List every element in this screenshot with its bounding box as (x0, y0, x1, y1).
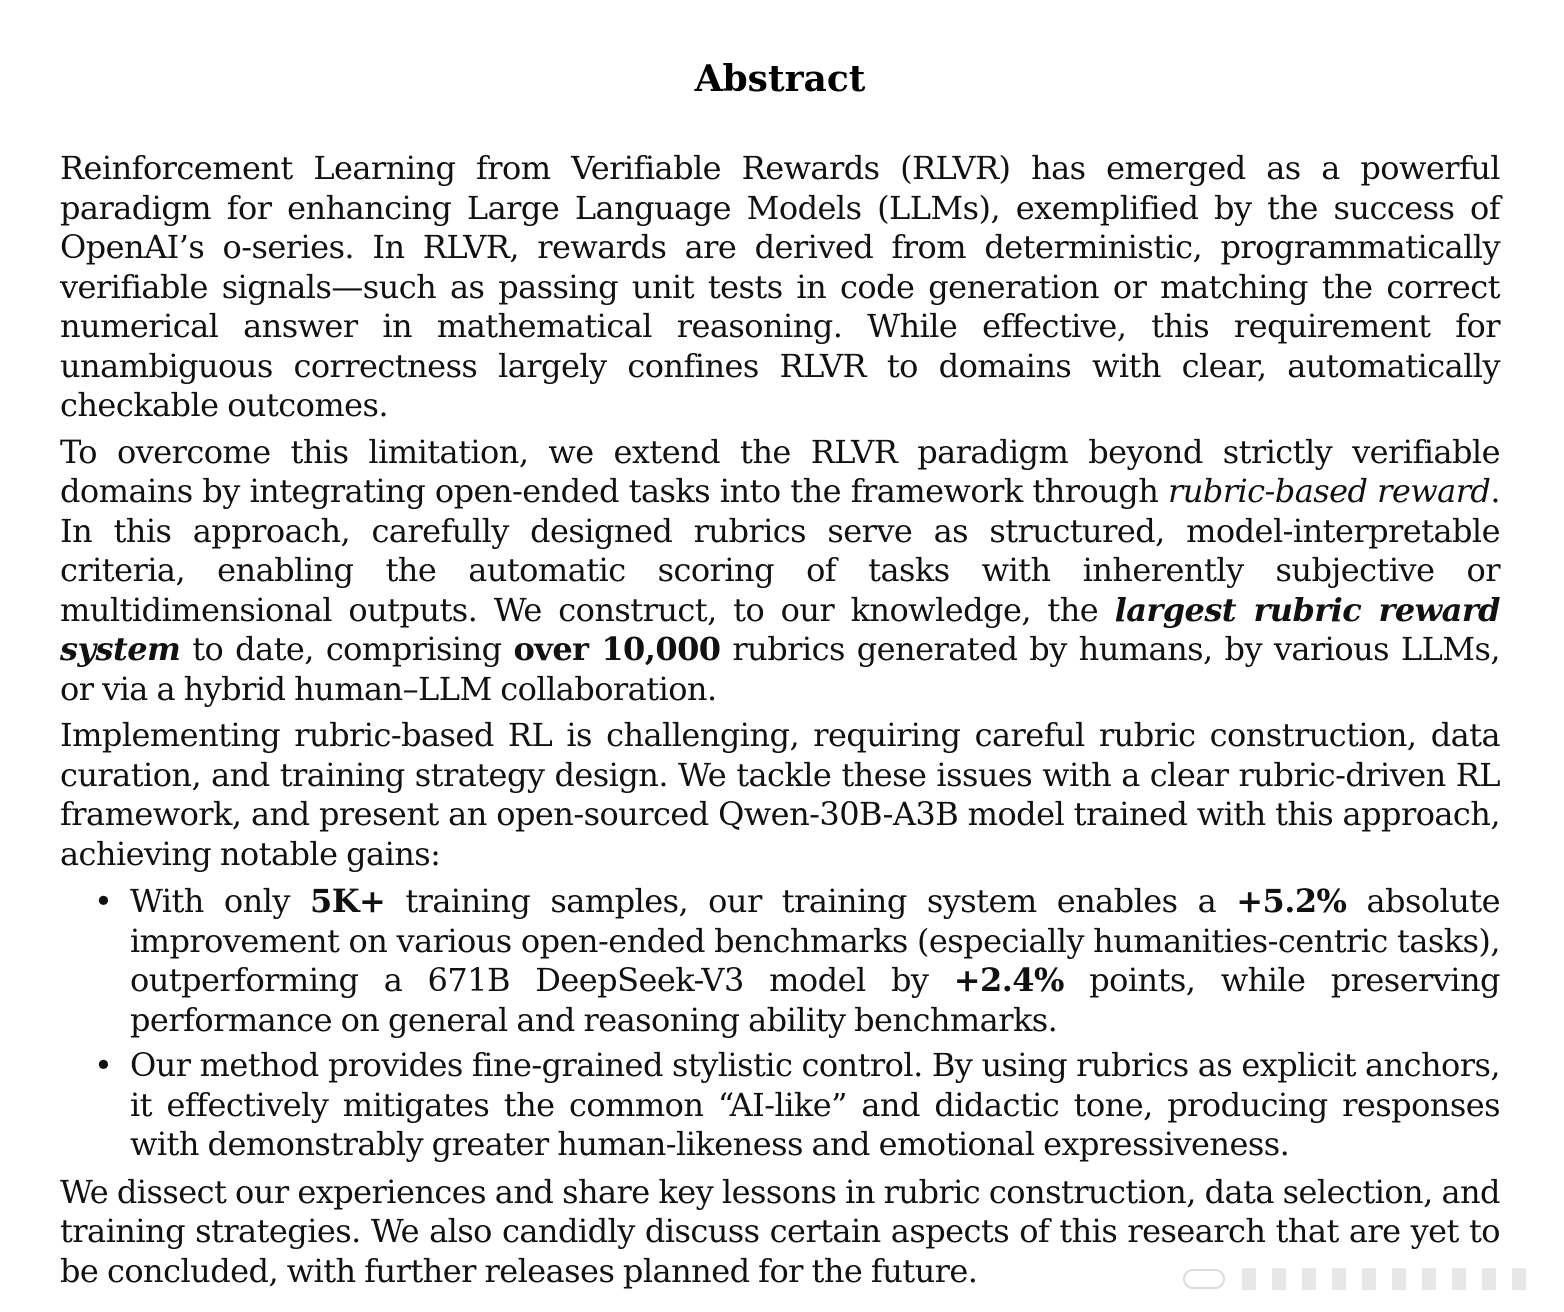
emphasis-5-2-percent: +5.2% (1236, 882, 1347, 920)
bullet-icon: • (94, 882, 113, 920)
emphasis-rubric-based-reward: rubric-based reward (1168, 472, 1491, 510)
emphasis-over-10000: over 10,000 (513, 630, 721, 668)
text-segment: points, while preserving performance on general and reasoning ability benchmarks. (130, 961, 1500, 1039)
gains-list (60, 882, 1500, 1165)
emphasis-2-4-percent: +2.4% (953, 961, 1064, 999)
paragraph-implementation: Implementing rubric-based RL is challenging, requiring careful rubric construction, data curation, and training strategy design. We tackle these issues with a clear rubric-driven RL framework, and present an open-sourced Qwen-30B-A3B model trained with this approach, achieving notable gains: (60, 716, 1500, 873)
abstract-title: Abstract (694, 58, 866, 100)
text-segment: rubrics generated by humans, by various LLMs, or via a hybrid human–LLM collaboration. (60, 630, 1501, 708)
text-segment: training samples, our training system enables a (385, 882, 1237, 920)
list-item (94, 1046, 1500, 1165)
text-segment: to date, comprising (180, 630, 514, 668)
emphasis-5k: 5K+ (309, 882, 386, 920)
list-item (94, 882, 1500, 1040)
watermark-icon (1182, 1264, 1542, 1294)
abstract-body (60, 149, 1500, 1298)
text-segment: . In this approach, carefully designed rubrics serve as structured, model-interpretable criteria, enabling the automatic scoring of tasks with inherently subjective or multidimensional outputs. We construct, to our knowledge, the (60, 472, 1500, 629)
bullet-icon: • (94, 1046, 113, 1084)
text-segment: absolute improvement on various open-ended benchmarks (especially humanities-centric tasks), outperforming a 671B DeepSeek-V3 model by (130, 882, 1500, 999)
paragraph-rubric-reward (60, 433, 1500, 710)
text-segment: With only (130, 882, 310, 920)
text-segment: Our method provides fine-grained stylistic control. By using rubrics as explicit anchors, it effectively mitigates the common “AI-like” and didactic tone, producing responses with demonstrably greater human-likeness and emotional expressiveness. (130, 1046, 1500, 1163)
paragraph-lessons: We dissect our experiences and share key lessons in rubric construction, data selection, and training strategies. We also candidly discuss certain aspects of this research that are yet to be concluded, with further releases planned for the future. (60, 1172, 1500, 1290)
text-segment: To overcome this limitation, we extend the RLVR paradigm beyond strictly verifiable domains by integrating open-ended tasks into the framework through (60, 432, 1500, 510)
emphasis-largest-rubric-system: largest rubric reward system (60, 590, 1500, 668)
paragraph-rlvr-intro: Reinforcement Learning from Verifiable Rewards (RLVR) has emerged as a powerful paradigm for enhancing Large Language Models (LLMs), exemplified by the success of OpenAI’s o-series. In RLVR, rewards are derived from deterministic, programmatically verifiable signals—such as passing unit tests in code generation or matching the correct numerical answer in mathematical reasoning. While effective, this requirement for unambiguous correctness largely confines RLVR to domains with clear, automatically checkable outcomes. (60, 149, 1500, 424)
